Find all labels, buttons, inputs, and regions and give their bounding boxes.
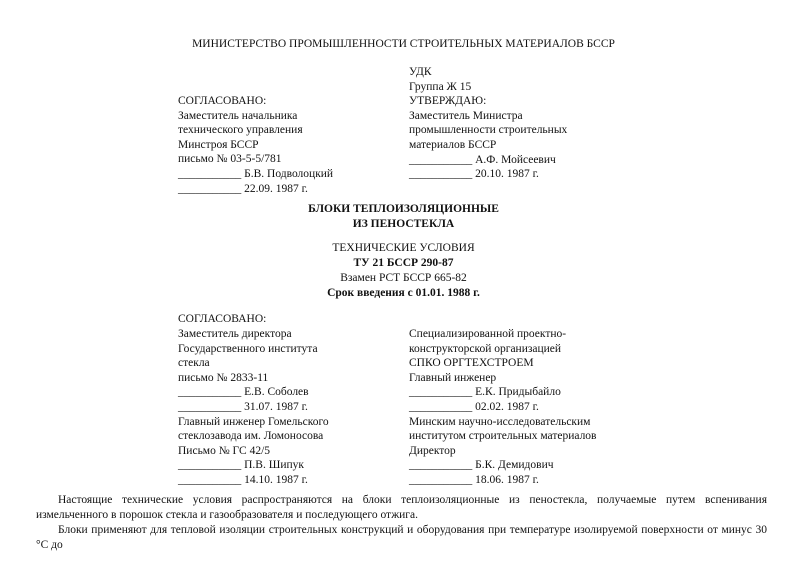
agreed-signature: ___________ Е.В. Соболев [178,386,309,399]
document-code: ТУ 21 БССР 290-87 [353,257,454,269]
document-title-line-1: БЛОКИ ТЕПЛОИЗОЛЯЦИОННЫЕ [308,203,499,215]
agreed-date: ___________ 18.06. 1987 г. [409,473,539,486]
agreed-date: ___________ 22.09. 1987 г. [178,182,308,195]
agreed-date: ___________ 14.10. 1987 г. [178,473,308,486]
approve-line: Заместитель Министра [409,109,523,122]
agreed-signature: ___________ Б.К. Демидович [409,459,554,472]
replaces-note: Взамен РСТ БССР 665-82 [340,272,467,284]
agreed-line: Специализированной проектно- [409,328,567,340]
approve-date: ___________ 20.10. 1987 г. [409,168,539,181]
udk-label: УДК [409,66,432,78]
agreed-line: Главный инженер Гомельского [178,415,329,428]
agreed-line: Государственного института [178,342,318,355]
approve-line: промышленности строительных [409,124,568,137]
agreed-date: ___________ 31.07. 1987 г. [178,400,308,413]
agreed-block-right [409,327,596,488]
agreed-line: Директор [409,444,456,457]
approve-line: материалов БССР [409,138,497,151]
agreed-line: Главный инженер [409,371,497,384]
body-paragraph: Настоящие технические условия распространяются на блоки теплоизоляционные из пеностекла, получаемые путем вспенивания измельченного в порошок стекла и газообразователя и последующего отжига. [36,494,767,521]
agreed-block-top [178,94,333,196]
group-label: Группа Ж 15 [409,80,472,93]
agreed-line: письмо № 03-5-5/781 [178,153,282,166]
agreed-heading-2: СОГЛАСОВАНО: [178,313,267,325]
agreed-line: Заместитель директора [178,328,292,340]
agreed-signature: ___________ П.В. Шипук [178,459,304,472]
agreed-line: Заместитель начальника [178,109,298,122]
agreed-line: стекла [178,357,210,370]
body-paragraph: Блоки применяют для тепловой изоляции строительных конструкций и оборудования при температуре изолируемой поверхности от минус 30 °С до [36,524,767,551]
agreed-line: стеклозавода им. Ломоносова [178,430,324,443]
approve-signature: ___________ А.Ф. Мойсеевич [409,153,556,166]
agreed-signature: ___________ Е.К. Придыбайло [409,386,561,399]
agreed-line: институтом строительных материалов [409,430,597,443]
agreed-date: ___________ 02.02. 1987 г. [409,400,539,413]
effective-date: Срок введения с 01.01. 1988 г. [327,287,480,299]
agreed-line: письмо № 2833-11 [178,371,269,384]
ministry-header: МИНИСТЕРСТВО ПРОМЫШЛЕННОСТИ СТРОИТЕЛЬНЫХ МАТЕРИАЛОВ БССР [192,38,615,50]
approve-heading: УТВЕРЖДАЮ: [409,95,487,108]
approve-block [409,65,567,182]
agreed-signature: ___________ Б.В. Подволоцкий [178,167,334,180]
agreed-heading: СОГЛАСОВАНО: [178,95,267,107]
document-type: ТЕХНИЧЕСКИЕ УСЛОВИЯ [332,242,475,254]
agreed-block-left [178,327,329,488]
agreed-line: Письмо № ГС 42/5 [178,444,271,457]
agreed-line: конструкторской организацией [409,342,562,355]
agreed-line: СПКО ОРГТЕХСТРОЕМ [409,357,534,370]
document-title-line-2: ИЗ ПЕНОСТЕКЛА [352,218,455,230]
agreed-line: Минстроя БССР [178,138,259,151]
agreed-line: Минским научно-исследовательским [409,415,591,428]
agreed-line: технического управления [178,124,303,137]
